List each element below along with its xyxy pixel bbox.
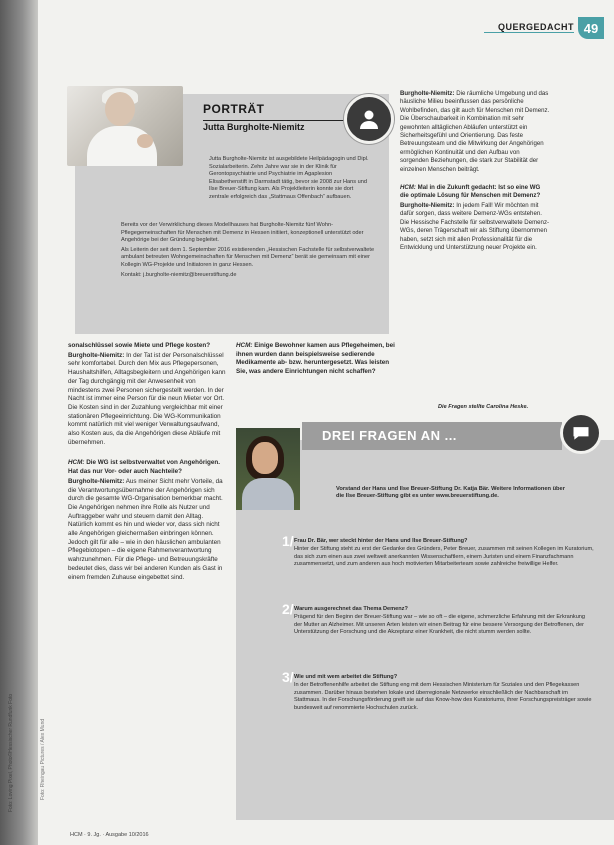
speaker-label: Burgholte-Niemitz: [68,477,125,485]
page-footer: HCM · 9. Jg. · Ausgabe 10/2016 [70,832,149,838]
answer-text: In der Tat ist der Personalschlüssel sehr komfortabel. Durch den Mix aus Pflegepersonen, Haushaltshilfen, Alltagsbegleitern und Angehörigen kann der Tag durchgängig mit der Anwesenheit von mindestens zwei Personen sichergestellt werden. In der Nacht ist immer eine Person für die neun Mieter vor Ort. Die Kosten sind in der Zuzahlung vergleichbar mit einer stationären Pflegeeinrichtung. Die WG-Kommunikation kommt natürlich mit viel weniger Verwaltungsaufwand, also Kosten aus, da die Angehörigen diese Abläufe mit übernehmen. [68,351,226,446]
portrait-bullet: Bereits vor der Verwirklichung dieses Modellhauses hat Burgholte-Niemitz fünf Wohn-Pflegegemeinschaften für Menschen mit Demenz in Hessen initiiert, konzeptionell unterstützt oder Angehörige bei der Gründung begleitet. [121,222,364,244]
hcm-label: HCM: [400,184,416,192]
portrait-box [75,94,389,334]
drei-fragen-intro: Vorstand der Hans und Ilse Breuer-Stiftung Dr. Katja Bär. Weitere Informationen über die Ilse Breuer-Stiftung gibt es unter www.breuerstiftung.de. [336,486,565,500]
photo-credit-left: Foto: Loving Pixel, Photo©Hessischer Rundfunk Foto [8,693,14,812]
question-tail: sonalschlüssel sowie Miete und Pflege kosten? [68,342,211,349]
column-right [400,90,550,257]
drei-fragen-title: DREI FRAGEN AN ... [322,428,457,443]
photo-credit-inner: Foto: Rheingau Pictures / Alex Mund [40,718,46,800]
column-left [68,342,226,587]
question-text: Einige Bewohner kamen aus Pflegeheimen, bei ihnen wurden dann beispielsweise sedierende Medikamente ab- bzw. heruntergesetzt. Was leisten Sie, was andere Einrichtungen nicht schaffen? [236,342,395,376]
portrait-contact[interactable]: Kontakt: j.burgholte-niemitz@breuerstiftung.de [121,271,237,278]
qa-answer: Prägend für den Beginn der Breuer-Stiftung war – wie so oft – die eigene, schmerzliche Erfahrung mit der Erkrankung der Mutter an Alzheimer. Mit unseren Arten leisten wir einen Beitrag für eine bessere Versorgung der Betroffenen, der Unterstützung der Forschung und die Akzeptanz einer Krankheit, die nicht stumm werden sollte. [294,614,586,636]
qa-item-3 [282,669,594,712]
qa-item-2 [282,601,594,637]
column-middle [236,342,396,382]
question-text: Mal in die Zukunft gedacht: Ist so eine WG die optimale Lösung für Menschen mit Demenz? [400,184,541,200]
qa-question: Wie und mit wem arbeitet die Stiftung? [294,674,398,680]
question-text: Die WG ist selbstverwaltet von Angehörigen. Hat das nur Vor- oder auch Nachteile? [68,459,220,476]
portrait-bullets [121,222,383,281]
qa-question: Warum ausgerechnet das Thema Demenz? [294,606,408,612]
page-number: 49 [578,17,604,39]
portrait-photo [67,86,183,166]
hcm-label: HCM: [68,459,85,467]
qa-answer: In der Betroffenenhilfe arbeitet die Stiftung eng mit dem Hessischen Ministerium für Soziales und den Pflegekassen zusammen. Darüber hinaus bestehen lokale und überregionale Netzwerke einschließlich der Nachbarschaft im Stattmaus. In der Forschungsförderung greift sie auf das Know-how des Kuratoriums, ihrer Forschungspreisträger sowie bundesweit auf renommierte Hochschulen zurück. [294,682,592,711]
answer-text: Aus meiner Sicht mehr Vorteile, da die Verantwortungsübernahme der Angehörigen sich durch die gesamte WG-Organisation bemerkbar macht. Die Angehörigen nehmen ihre Rolle als Nutzer und Auftraggeber wahr und steuern damit den Alltag. Natürlich kommt es hin und wieder vor, dass sich nicht alle Angehörigen gleichermaßen einbringen können. Jedoch gilt für alle – wie in den häuslichen ambulanten Pflegebiotopen – die eigene Rahmenverantwortung wahrzunehmen. Für die Pflege- und Betreuungskräfte bedeutet dies, dass wir bei anderen Kunden als Gast in einem fremden Zuhause eingebettet sind. [68,477,223,581]
portrait-bullet: Als Leiterin der seit dem 1. September 2016 existierenden „Hessischen Fachstelle für selbstverwaltete ambulant betreuten Wohngemeinschaften für Menschen mit Demenz“ berät sie gemeinsam mit einer Kollegin WG-Projekte und Initiatoren in ganz Hessen. [121,246,375,268]
answer-text: In jedem Fall! Wir möchten mit dafür sorgen, dass weitere Demenz-WGs entstehen. Die Hessische Fachstelle für selbstverwaltete Demenz-WGs, deren Trägerschaft wir als Stiftung übernommen haben, setzt sich mit allen Professionalität für die Entwicklung und Unterstützung neuer Projekte ein. [400,201,550,251]
section-title: QUERGEDACHT [497,22,574,32]
portrait-rule [203,120,363,121]
qa-number: 2/ [282,601,294,617]
page-spine [0,0,38,845]
portrait-bio [209,156,369,204]
qa-answer: Hinter der Stiftung steht zu erst der Gedanke des Gründers, Peter Breuer, zusammen mit seinen Kollegen im Kuratorium, das sich zum einen aus zwei weltweit anerkannten Wissenschaftlern, einem Juristen und einem Finanzfachmann zusammensetzt, und zum anderen aus hoch motivierten Mitarbeiterteam sowie zahlreiche freiwillige Helfer. [294,546,594,568]
portrait-name: Jutta Burgholte-Niemitz [203,122,305,132]
portrait-label: PORTRÄT [203,102,265,116]
qa-number: 3/ [282,669,294,685]
qa-question: Frau Dr. Bär, wer steckt hinter der Hans und Ilse Breuer-Stiftung? [294,538,468,544]
portrait-bio-text: Jutta Burgholte-Niemitz ist ausgebildete Heilpädagogin und Dipl. Sozialarbeiterin. Zehn Jahre war sie in der Klinik für Gerontopsychiatrie und Psychiatrie im Agaplesion Elisabethenstift in Darmstadt tätig, bevor sie 2008 zur Hans und Ilse Breuer-Stiftung kam. Als Projektleiterin konnte sie dort zentrale erfolgreich das „Stattmaus Offenbach“ aufbauen. [209,156,369,200]
user-icon [344,94,394,144]
qa-item-1 [282,533,594,569]
answer-text: Die räumliche Umgebung und das häusliche Milieu beeinflussen das persönliche Wohlbefinden, das gilt auch für Menschen mit Demenz. Die Überschaubarkeit in Kombination mit sehr gewohnten alltäglichen Abläufen unterstützt ein Sicherheitsgefühl und Orientierung. Das feste Betreuungsteam und die Mitwirkung der Angehörigen ermöglichen Kontinuität und den Aufbau von sorgenden Beziehungen, die stark zur Stabilität der einzelnen Menschen beiträgt. [400,90,550,173]
magazine-page [38,0,614,845]
interview-credit: Die Fragen stellte Carolina Heske. [438,404,529,410]
chat-bubble-icon [560,412,602,454]
portrait-header [203,102,305,132]
speaker-label: Burgholte-Niemitz: [68,351,125,359]
speaker-label: Burgholte-Niemitz: [400,201,455,209]
speaker-label: Burgholte-Niemitz: [400,90,455,97]
person-photo [236,428,300,510]
hcm-label: HCM: [236,342,253,349]
qa-number: 1/ [282,533,294,549]
header-rule [484,32,574,33]
